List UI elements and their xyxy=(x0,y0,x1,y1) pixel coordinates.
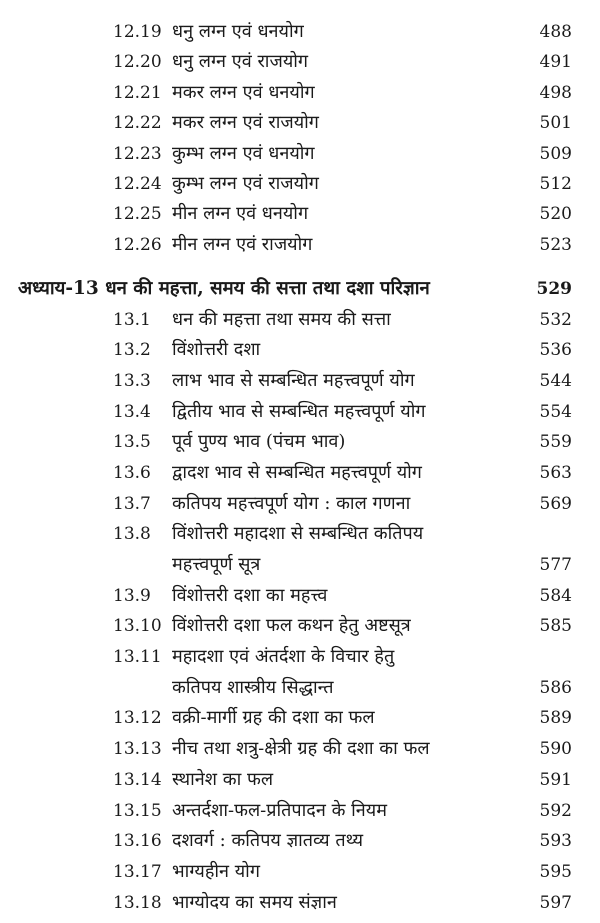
page-number: 509 xyxy=(539,143,572,164)
section-title: मकर लग्न एवं राजयोग xyxy=(172,112,319,134)
page-number: 559 xyxy=(539,432,572,453)
chapter-page: 529 xyxy=(536,279,572,300)
section-title: धनु लग्न एवं धनयोग xyxy=(172,21,304,42)
toc-entry xyxy=(0,734,600,765)
page-number: 498 xyxy=(539,82,572,103)
page-number: 520 xyxy=(539,204,572,225)
section-title: कुम्भ लग्न एवं राजयोग xyxy=(172,172,319,194)
section-number: 12.20 xyxy=(113,52,162,73)
section-title: द्वितीय भाव से सम्बन्धित महत्त्वपूर्ण योग xyxy=(172,400,426,422)
section-number: 13.18 xyxy=(113,892,162,913)
section-number: 12.23 xyxy=(113,143,162,164)
toc-entry xyxy=(0,397,600,428)
toc-entry xyxy=(0,139,600,169)
toc-entry xyxy=(0,765,600,796)
page-number: 584 xyxy=(539,585,572,606)
section-number: 12.26 xyxy=(113,234,162,255)
toc-entry xyxy=(0,427,600,458)
section-title: विंशोत्तरी दशा का महत्त्व xyxy=(172,584,328,606)
section-title: पूर्व पुण्य भाव (पंचम भाव) xyxy=(172,431,346,453)
section-title: लाभ भाव से सम्बन्धित महत्त्वपूर्ण योग xyxy=(172,369,415,391)
page-number: 589 xyxy=(539,708,572,729)
toc-entry xyxy=(0,230,600,260)
section-title: नीच तथा शत्रु-क्षेत्री ग्रह की दशा का फल xyxy=(172,738,430,760)
chapter-13-heading xyxy=(0,274,600,304)
page-number: 569 xyxy=(539,493,572,514)
page-number: 591 xyxy=(539,769,572,790)
toc-entry xyxy=(0,581,600,612)
section-title: कुम्भ लग्न एवं धनयोग xyxy=(172,142,315,164)
page-number: 595 xyxy=(539,861,572,882)
toc-entry xyxy=(0,108,600,138)
page-number: 488 xyxy=(539,22,572,42)
section-number: 13.2 xyxy=(113,340,151,361)
section-number: 13.16 xyxy=(113,831,162,852)
chapter-title: अध्याय-13 धन की महत्ता, समय की सत्ता तथा दशा परिज्ञान xyxy=(18,278,430,300)
page-number: 523 xyxy=(539,234,572,255)
section-number: 12.22 xyxy=(113,113,162,134)
section-number: 13.12 xyxy=(113,708,162,729)
section-number: 12.24 xyxy=(113,173,162,194)
section-number: 13.13 xyxy=(113,739,162,760)
toc-entry xyxy=(0,458,600,489)
toc-entry xyxy=(0,366,600,397)
section-title: मकर लग्न एवं धनयोग xyxy=(172,81,315,103)
toc-entry xyxy=(0,703,600,734)
section-number: 12.25 xyxy=(113,204,162,225)
toc-entry xyxy=(0,335,600,366)
table-of-contents xyxy=(0,17,600,918)
section-number: 13.15 xyxy=(113,800,162,821)
section-title: भाग्योदय का समय संज्ञान xyxy=(172,891,337,913)
section-title: भाग्यहीन योग xyxy=(172,860,260,882)
toc-entry xyxy=(0,642,600,673)
section-title: द्वादश भाव से सम्बन्धित महत्त्वपूर्ण योग xyxy=(172,461,422,483)
page-number: 577 xyxy=(539,555,572,576)
section-number: 13.4 xyxy=(113,401,151,422)
toc-entry xyxy=(0,305,600,336)
page-number: 554 xyxy=(539,401,572,422)
section-title: मीन लग्न एवं राजयोग xyxy=(172,233,313,255)
section-title: विंशोत्तरी दशा xyxy=(172,339,261,361)
chapter-12-entries xyxy=(0,17,600,260)
section-number: 12.21 xyxy=(113,82,162,103)
page-number: 491 xyxy=(539,52,572,73)
page-number: 563 xyxy=(539,462,572,483)
section-number: 13.9 xyxy=(113,585,151,606)
page-number: 590 xyxy=(539,739,572,760)
page-number: 592 xyxy=(539,800,572,821)
toc-entry xyxy=(0,796,600,827)
page-number: 586 xyxy=(539,677,572,698)
toc-entry xyxy=(0,673,600,704)
section-title: मीन लग्न एवं धनयोग xyxy=(172,203,309,225)
toc-entry xyxy=(0,169,600,199)
section-number: 13.8 xyxy=(113,524,151,545)
toc-entry xyxy=(0,519,600,550)
toc-entry xyxy=(0,888,600,919)
page-number: 597 xyxy=(539,892,572,913)
section-number: 13.7 xyxy=(113,493,151,514)
toc-entry xyxy=(0,611,600,642)
section-number: 13.10 xyxy=(113,616,162,637)
section-title: स्थानेश का फल xyxy=(172,768,274,790)
section-title: महादशा एवं अंतर्दशा के विचार हेतु xyxy=(172,646,395,668)
section-number: 13.17 xyxy=(113,861,162,882)
section-number: 13.6 xyxy=(113,462,151,483)
toc-entry xyxy=(0,826,600,857)
page-number: 536 xyxy=(539,340,572,361)
section-title: धनु लग्न एवं राजयोग xyxy=(172,51,309,73)
section-title: कतिपय महत्त्वपूर्ण योग : काल गणना xyxy=(172,492,411,514)
section-title: वक्री-मार्गी ग्रह की दशा का फल xyxy=(172,707,375,729)
section-title: विंशोत्तरी महादशा से सम्बन्धित कतिपय xyxy=(172,523,424,545)
chapter-13-entries xyxy=(0,305,600,919)
section-title: दशवर्ग : कतिपय ज्ञातव्य तथ्य xyxy=(172,830,364,852)
section-title: अन्तर्दशा-फल-प्रतिपादन के नियम xyxy=(172,799,387,821)
page-number: 544 xyxy=(539,370,572,391)
toc-entry xyxy=(0,47,600,77)
section-title: कतिपय शास्त्रीय सिद्धान्त xyxy=(172,676,334,698)
toc-entry xyxy=(0,489,600,520)
page-number: 501 xyxy=(539,113,572,134)
page-number: 512 xyxy=(539,173,572,194)
page-number: 593 xyxy=(539,831,572,852)
section-title: धन की महत्ता तथा समय की सत्ता xyxy=(172,308,391,330)
page-number: 585 xyxy=(539,616,572,637)
section-number: 13.11 xyxy=(113,647,162,668)
toc-entry xyxy=(0,17,600,47)
section-title: विंशोत्तरी दशा फल कथन हेतु अष्टसूत्र xyxy=(172,615,411,637)
toc-entry xyxy=(0,199,600,229)
toc-entry xyxy=(0,857,600,888)
section-number: 12.19 xyxy=(113,22,162,42)
section-number: 13.3 xyxy=(113,370,151,391)
section-number: 13.1 xyxy=(113,309,151,330)
toc-entry xyxy=(0,550,600,581)
section-title: महत्त्वपूर्ण सूत्र xyxy=(172,554,261,576)
section-number: 13.5 xyxy=(113,432,151,453)
page-number: 532 xyxy=(539,309,572,330)
toc-entry xyxy=(0,78,600,108)
section-number: 13.14 xyxy=(113,769,162,790)
